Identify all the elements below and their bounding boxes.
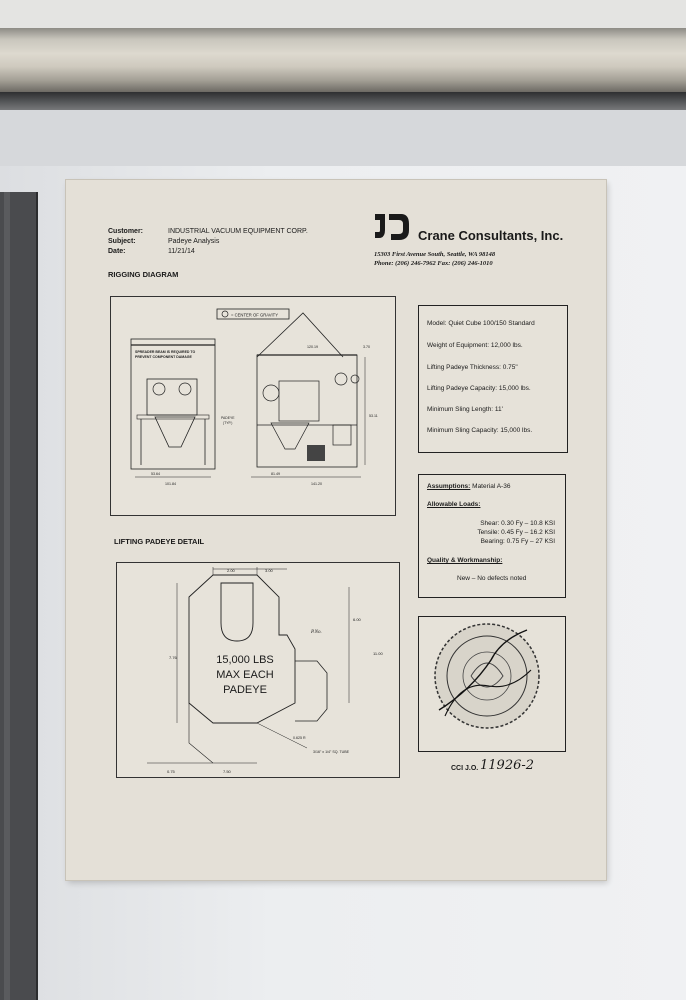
subject-label: Subject:	[108, 238, 136, 245]
svg-text:53.11: 53.11	[369, 414, 378, 418]
svg-text:(TYP.): (TYP.)	[223, 421, 233, 425]
overhead-pipe	[0, 28, 686, 92]
svg-text:P.No.: P.No.	[311, 630, 322, 635]
padeye-capacity-line-3: PADEYE	[223, 684, 267, 696]
padeye-capacity-text	[199, 653, 291, 698]
svg-text:101.84: 101.84	[165, 482, 176, 486]
date-value: 11/21/14	[168, 248, 195, 255]
cci-job-number: 11926-2	[480, 758, 535, 773]
svg-text:0.75: 0.75	[167, 769, 175, 774]
spec-sling-length: Minimum Sling Length: 11'	[427, 406, 503, 413]
svg-text:7.76: 7.76	[169, 655, 177, 660]
rigging-diagram	[110, 296, 396, 516]
date-label: Date:	[108, 248, 126, 255]
svg-text:7.50: 7.50	[223, 769, 231, 774]
weld-note: 3/16" x 1/4" SQ. TUBE	[313, 750, 350, 754]
svg-text:81.49: 81.49	[271, 472, 280, 476]
svg-text:3.00: 3.00	[265, 568, 273, 573]
pipe-shadow	[0, 92, 686, 110]
svg-text:120.19: 120.19	[307, 345, 318, 349]
padeye-capacity-line-1: 15,000 LBS	[216, 654, 274, 666]
allowable-loads-list	[477, 519, 555, 546]
padeye-detail-drawing	[116, 562, 400, 778]
allowable-loads-title: Allowable Loads:	[427, 501, 481, 508]
rigging-drawing	[111, 297, 395, 515]
rigging-sheet	[66, 180, 606, 880]
svg-text:3.70: 3.70	[363, 345, 370, 349]
assumptions-title: Assumptions:	[427, 483, 471, 490]
svg-text:0.625 R: 0.625 R	[293, 736, 306, 740]
padeye-detail-title: LIFTING PADEYE DETAIL	[114, 537, 205, 546]
spec-thickness: Lifting Padeye Thickness: 0.75"	[427, 364, 518, 371]
cog-label: = CENTER OF GRAVITY	[231, 312, 279, 318]
load-shear: Shear: 0.30 Fy – 10.8 KSI	[480, 520, 555, 527]
document-header	[108, 227, 308, 257]
svg-text:11.00: 11.00	[373, 651, 383, 656]
quality-note: New – No defects noted	[457, 575, 527, 582]
company-logo	[371, 210, 413, 242]
spec-model: Model: Quiet Cube 100/150 Standard	[427, 320, 535, 327]
svg-text:PADEYE: PADEYE	[221, 416, 235, 420]
customer-value: INDUSTRIAL VACUUM EQUIPMENT CORP.	[168, 228, 308, 235]
wall-background	[0, 0, 686, 30]
quality-title: Quality & Workmanship:	[427, 557, 503, 564]
engineer-seal	[431, 620, 543, 732]
panel-frame-edge	[0, 192, 38, 1000]
spec-sling-capacity: Minimum Sling Capacity: 15,000 lbs.	[427, 427, 533, 434]
svg-text:53.64: 53.64	[151, 472, 160, 476]
equipment-specs-box	[418, 305, 568, 453]
company-name: Crane Consultants, Inc.	[418, 228, 564, 243]
svg-text:PREVENT COMPONENT DAMAGE: PREVENT COMPONENT DAMAGE	[135, 355, 192, 359]
assumptions-material: Material A-36	[470, 483, 511, 490]
svg-text:141.20: 141.20	[311, 482, 322, 486]
company-address-block	[374, 250, 495, 268]
spec-capacity: Lifting Padeye Capacity: 15,000 lbs.	[427, 385, 531, 392]
load-tensile: Tensile: 0.45 Fy – 16.2 KSI	[477, 529, 555, 536]
company-address: 15303 First Avenue South, Seattle, WA 98148	[374, 251, 496, 258]
padeye-capacity-line-2: MAX EACH	[216, 669, 274, 681]
subject-value: Padeye Analysis	[168, 238, 220, 245]
rigging-diagram-title: RIGGING DIAGRAM	[108, 270, 179, 279]
svg-text:6.00: 6.00	[353, 617, 361, 622]
svg-text:2.00: 2.00	[227, 568, 235, 573]
svg-text:SPREADER BEAM IS REQUIRED TO: SPREADER BEAM IS REQUIRED TO	[135, 350, 196, 354]
wall-background-lower	[0, 110, 686, 166]
spec-weight: Weight of Equipment: 12,000 lbs.	[427, 342, 523, 349]
assumptions-box	[418, 474, 566, 598]
company-phone: Phone: (206) 246-7962 Fax: (206) 246-1010	[374, 260, 493, 267]
assumptions-line	[427, 483, 510, 490]
cci-job-label: CCI J.O.	[451, 765, 479, 772]
customer-label: Customer:	[108, 228, 144, 235]
load-bearing: Bearing: 0.75 Fy – 27 KSI	[480, 538, 555, 545]
